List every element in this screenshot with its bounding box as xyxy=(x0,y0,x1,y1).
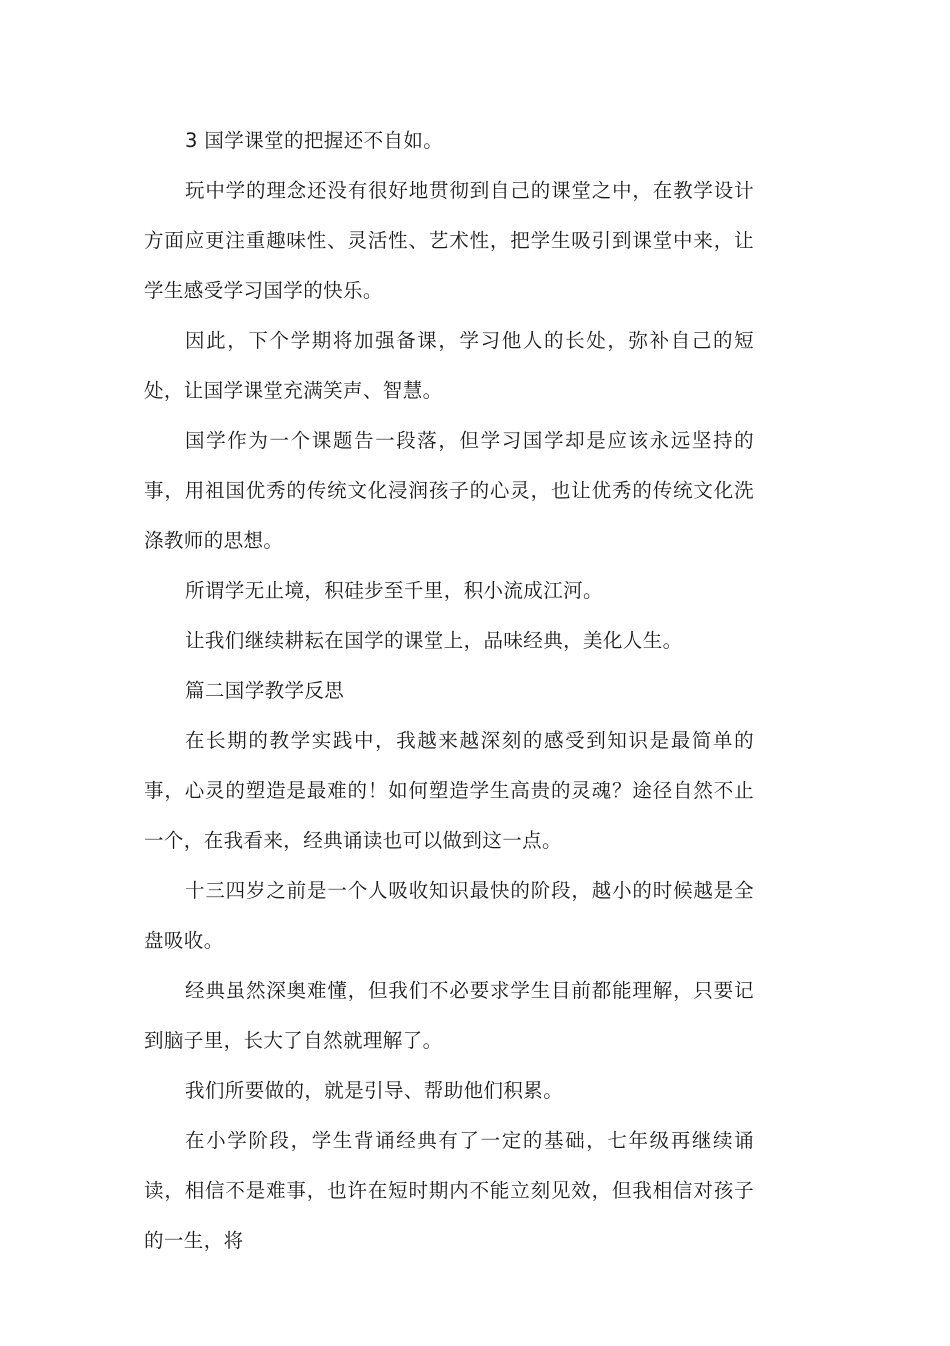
paragraph-1: 3 国学课堂的把握还不自如。 xyxy=(185,129,444,152)
paragraph-9: 经典虽然深奥难懂，但我们不必要求学生目前都能理解，只要记到脑子里，长大了自然就理解了。 xyxy=(144,979,754,1052)
paragraph-4: 国学作为一个课题告一段落，但学习国学却是应该永远坚持的事，用祖国优秀的传统文化浸润孩子的心灵，也让优秀的传统文化洗涤教师的思想。 xyxy=(144,429,754,552)
section-heading: 篇二国学教学反思 xyxy=(185,679,345,702)
paragraph-7: 在长期的教学实践中，我越来越深刻的感受到知识是最简单的事，心灵的塑造是最难的！如何塑造学生高贵的灵魂？途径自然不止一个，在我看来，经典诵读也可以做到这一点。 xyxy=(144,729,754,852)
paragraph-3: 因此，下个学期将加强备课，学习他人的长处，弥补自己的短处，让国学课堂充满笑声、智慧。 xyxy=(144,329,754,402)
paragraph-10: 我们所要做的，就是引导、帮助他们积累。 xyxy=(185,1079,564,1102)
paragraph-11: 在小学阶段，学生背诵经典有了一定的基础，七年级再继续诵读，相信不是难事，也许在短时期内不能立刻见效，但我相信对孩子的一生，将 xyxy=(144,1129,754,1252)
paragraph-2: 玩中学的理念还没有很好地贯彻到自己的课堂之中，在教学设计方面应更注重趣味性、灵活性、艺术性，把学生吸引到课堂中来，让学生感受学习国学的快乐。 xyxy=(144,179,754,302)
paragraph-5: 所谓学无止境，积硅步至千里，积小流成江河。 xyxy=(185,579,603,602)
paragraph-8: 十三四岁之前是一个人吸收知识最快的阶段，越小的时候越是全盘吸收。 xyxy=(144,879,754,952)
paragraph-6: 让我们继续耕耘在国学的课堂上，品味经典，美化人生。 xyxy=(185,629,683,652)
